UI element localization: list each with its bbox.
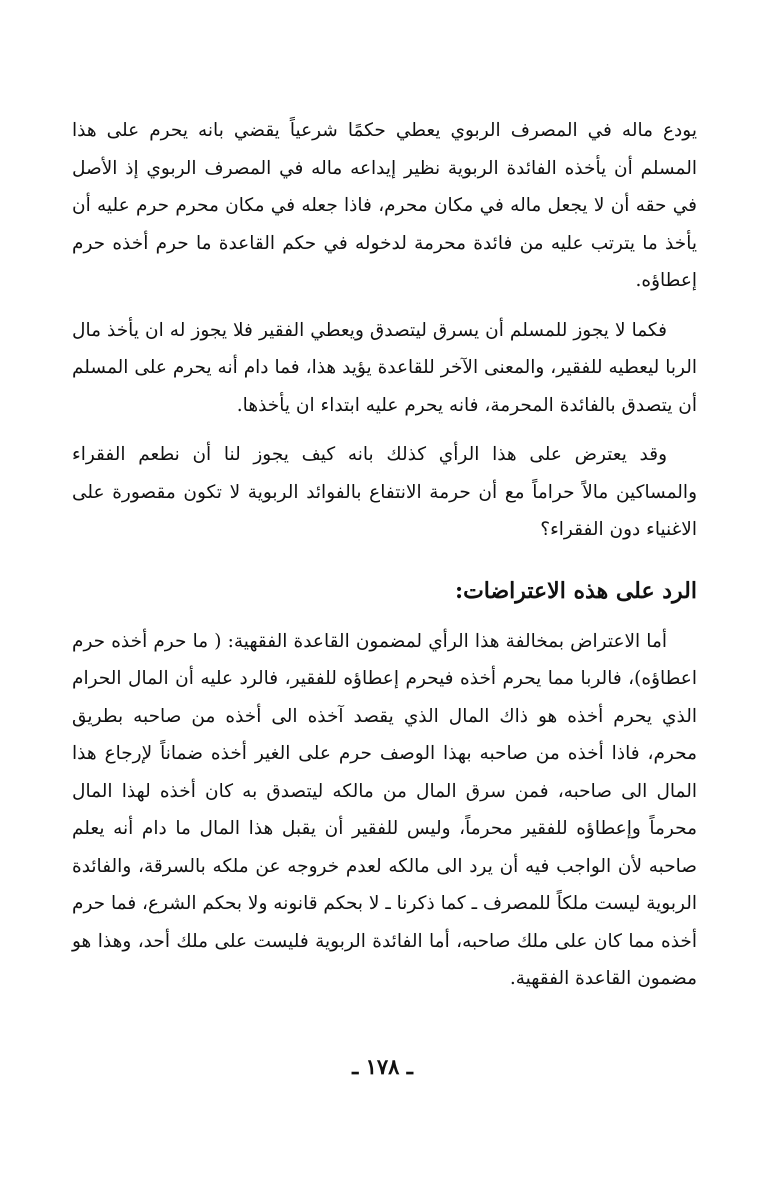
paragraph-4: أما الاعتراض بمخالفة هذا الرأي لمضمون القاعدة الفقهية: ( ما حرم أخذه حرم اعطاؤه)، فالربا مما يحرم أخذه فيحرم إعطاؤه للفقير، فالرد عليه أن المال الحرام الذي يحرم أخذه هو ذاك المال الذي يقصد آخذه الى أخذه من صاحبه بطريق محرم، فاذا أخذه من صاحبه بهذا الوصف حرم على الغير أخذه ضماناً لإرجاع هذا المال الى صاحبه، فمن سرق المال من مالكه ليتصدق به كان أخذه لهذا المال محرماً وإعطاؤه للفقير محرماً، وليس للفقير أن يقبل هذا المال ما دام أنه يعلم صاحبه لأن الواجب فيه أن يرد الى مالكه لعدم خروجه عن ملكه بالسرقة، والفائدة الربوية ليست ملكاً للمصرف ـ كما ذكرنا ـ لا بحكم قانونه ولا بحكم الشرع، فما حرم أخذه مما كان على ملك صاحبه، أما الفائدة الربوية فليست على ملك أحد، وهذا هو مضمون القاعدة الفقهية.: [72, 630, 697, 989]
page-body: [72, 112, 697, 998]
section-heading: الرد على هذه الاعتراضات:: [454, 577, 697, 604]
paragraph-2: فكما لا يجوز للمسلم أن يسرق ليتصدق ويعطي الفقير فلا يجوز له ان يأخذ مال الربا ليعطيه للفقير، والمعنى الآخر للقاعدة يؤيد هذا، فما دام أنه يحرم على المسلم أن يتصدق بالفائدة المحرمة، فانه يحرم عليه ابتداء ان يأخذها.: [72, 319, 697, 416]
page-number: ـ ١٧٨ ـ: [352, 1054, 413, 1079]
paragraph-3: وقد يعترض على هذا الرأي كذلك بانه كيف يجوز لنا أن نطعم الفقراء والمساكين مالاً حراماً مع أن حرمة الانتفاع بالفوائد الربوية لا تكون مقصورة على الاغنياء دون الفقراء؟: [72, 444, 697, 540]
paragraph-1: يودع ماله في المصرف الربوي يعطي حكمًا شرعياً يقضي بانه يحرم على هذا المسلم أن يأخذه الفائدة الربوية نظير إيداعه ماله في المصرف الربوي إذ الأصل في حقه أن لا يجعل ماله في مكان محرم، فاذا جعله في مكان محرم حرم عليه أن يأخذ ما يترتب عليه من فائدة محرمة لدخوله في حكم القاعدة ما حرم أخذه حرم إعطاؤه.: [72, 120, 697, 291]
